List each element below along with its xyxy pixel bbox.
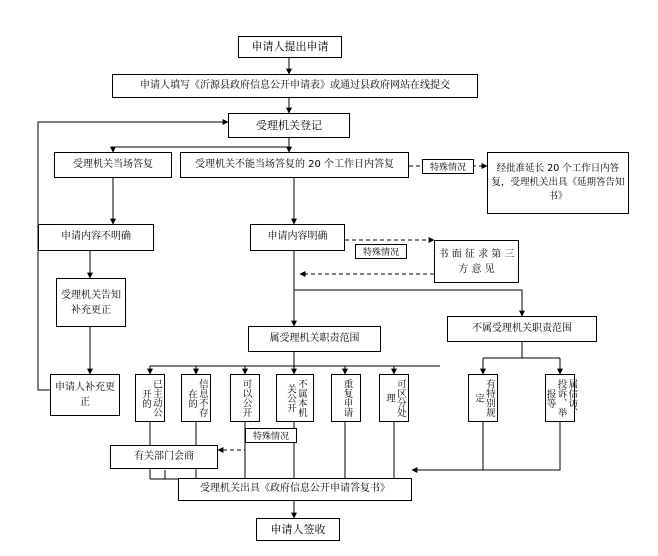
node-extend-20days[interactable]: 经批准延长 20 个工作日内答复，受理机关出具《延期答告知书》 <box>487 152 629 214</box>
node-separable[interactable]: 可区分处理 <box>379 374 409 422</box>
node-proactive[interactable]: 已主动公开的 <box>135 374 165 422</box>
node-unclear[interactable]: 申请内容不明确 <box>38 224 154 251</box>
edge-label-special-2: 特殊情况 <box>355 244 407 259</box>
node-duplicate[interactable]: 重复申请 <box>331 374 361 422</box>
node-not-exist[interactable]: 信息不存在的 <box>181 374 211 422</box>
node-fill-form[interactable]: 申请人填写《沂源县政府信息公开申请表》或通过县政府网站在线提交 <box>112 74 478 98</box>
node-register[interactable]: 受理机关登记 <box>228 113 350 138</box>
node-out-scope[interactable]: 不属受理机关职责范围 <box>447 316 597 342</box>
edge-label-special-3: 特殊情况 <box>245 428 297 443</box>
node-applicant-fix[interactable]: 申请人补充更正 <box>50 374 120 416</box>
node-in-scope[interactable]: 属受理机关职责范围 <box>248 326 381 352</box>
node-third-party[interactable]: 书 面 征 求 第 三 方 意 见 <box>434 240 519 283</box>
node-letters-visits[interactable]: 属信访、投诉、举报等 <box>545 374 575 422</box>
node-issue-reply[interactable]: 受理机关出具《政府信息公开申请答复书》 <box>178 478 412 501</box>
node-notify-supplement[interactable]: 受理机关告知补充更正 <box>56 278 126 327</box>
node-clear[interactable]: 申请内容明确 <box>250 224 345 251</box>
node-can-open[interactable]: 可以公开 <box>230 374 260 422</box>
node-special-rule[interactable]: 有特别规定 <box>468 374 498 422</box>
node-not-this-org[interactable]: 不属本机关公开 <box>276 374 314 422</box>
node-answer-20days[interactable]: 受理机关不能当场答复的 20 个工作日内答复 <box>180 152 409 178</box>
edge-label-special-1: 特殊情况 <box>422 159 474 174</box>
node-sign-receipt[interactable]: 申请人签收 <box>256 518 340 541</box>
node-answer-onsite[interactable]: 受理机关当场答复 <box>54 152 172 178</box>
node-apply[interactable]: 申请人提出申请 <box>238 36 342 58</box>
node-consult-dept[interactable]: 有关部门会商 <box>110 445 218 469</box>
